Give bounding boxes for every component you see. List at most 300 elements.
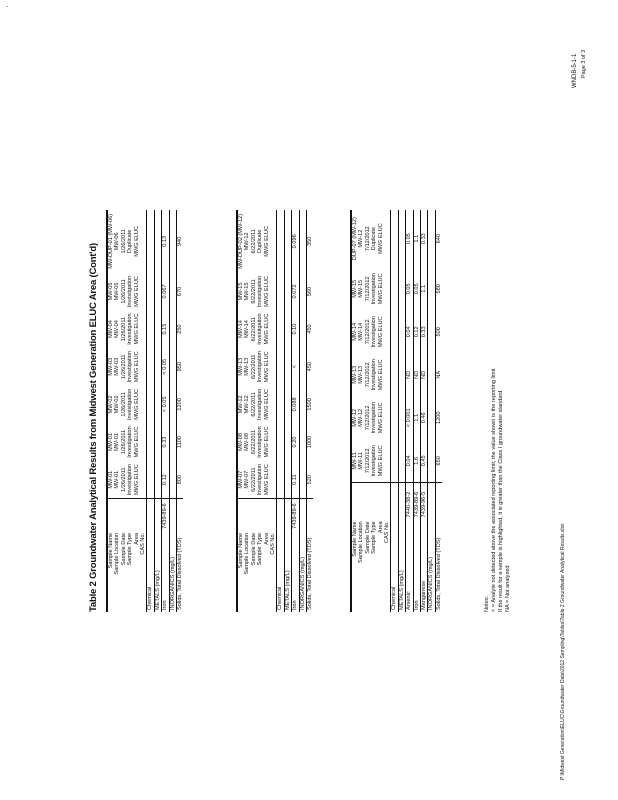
header-cell: MWG ELUC <box>133 426 140 458</box>
value-cell: 0.13 <box>162 210 169 273</box>
cas-spacer <box>237 499 244 531</box>
value-cell: < 0.05 <box>162 386 169 424</box>
header-cell: Investigation <box>127 426 134 458</box>
table-title: Table 2 Groundwater Analytical Results from Midwest Generation ELUC Area (Cont'd) <box>88 243 99 612</box>
value-cell <box>277 210 284 273</box>
cas-cell <box>428 483 435 519</box>
value-cell <box>154 273 161 311</box>
value-cell: 800 <box>177 461 184 499</box>
value-cell <box>147 210 154 273</box>
header-cell: 6/22/2011 <box>250 316 257 342</box>
value-cell: 1500 <box>307 386 314 424</box>
value-cell: 0.072 <box>292 273 299 311</box>
header-cell: MW-01 <box>114 433 121 451</box>
header-cell: 7/12/2012 <box>364 276 371 302</box>
table-row <box>398 210 405 612</box>
header-cell: 1/26/2011 <box>120 279 127 304</box>
value-cell: 0.05 <box>413 267 420 310</box>
value-cell <box>398 267 405 310</box>
value-cell: 1.1 <box>421 267 428 310</box>
table-row <box>391 210 398 612</box>
header-row <box>384 210 391 612</box>
header-label: Area <box>263 532 270 545</box>
header-label: Sample Type <box>127 532 134 566</box>
header-cell: MW-07 <box>237 461 244 499</box>
value-cell <box>277 310 284 348</box>
value-cell <box>428 439 435 483</box>
value-cell: 0.11 <box>292 461 299 499</box>
header-cell: MWG ELUC <box>133 276 140 307</box>
value-cell <box>154 210 161 273</box>
header-cell: MW-12 <box>358 408 365 427</box>
value-cell: 1200 <box>177 386 184 424</box>
footer-page: Page 3 of 3 <box>581 49 587 78</box>
header-cell: MWG ELUC <box>263 313 270 345</box>
header-label: CAS No. <box>270 531 277 612</box>
value-cell <box>284 386 291 424</box>
header-cell: MWG ELUC <box>263 225 270 257</box>
cas-spacer <box>107 499 114 531</box>
corner-mark: - <box>6 4 8 10</box>
header-cell: MW-15 <box>351 267 358 310</box>
header-cell: MW-14 <box>237 310 244 348</box>
cas-cell: 7440-38-2 <box>406 483 413 519</box>
value-cell: 0.33 <box>421 210 428 267</box>
header-cell <box>384 210 391 267</box>
header-cell <box>270 273 277 311</box>
note-line: < = Analyte not detected above the associated reporting limit; the value shown is the reporting limit <box>491 368 497 612</box>
header-cell: MW-12 <box>351 396 358 439</box>
header-cell: MWG ELUC <box>377 273 384 305</box>
header-cell <box>270 461 277 499</box>
value-cell <box>277 423 284 461</box>
results-table-1 <box>106 210 183 612</box>
header-cell: Investigation <box>371 273 378 305</box>
value-cell <box>428 210 435 267</box>
header-label: Sample Name <box>107 531 114 612</box>
cas-cell <box>169 499 176 531</box>
value-cell <box>391 396 398 439</box>
value-cell: 0.33 <box>421 310 428 353</box>
value-cell: ND <box>413 353 420 396</box>
header-row <box>140 210 147 612</box>
cas-cell <box>154 499 161 531</box>
header-cell <box>384 396 391 439</box>
header-cell <box>140 348 147 386</box>
header-cell: Investigation <box>127 275 134 308</box>
row-label: Arsenic <box>406 519 413 612</box>
header-cell: MW-07 <box>244 470 251 489</box>
value-cell: 670 <box>177 273 184 311</box>
header-cell: MW-01 <box>107 423 114 461</box>
table-row <box>406 210 413 612</box>
header-cell: Investigation <box>127 351 134 383</box>
header-cell <box>384 310 391 353</box>
header-cell: 1/26/2011 <box>120 229 127 254</box>
table-row <box>307 210 314 612</box>
value-cell <box>398 396 405 439</box>
header-cell: 6/22/2011 <box>250 354 257 379</box>
header-cell: MW-01 <box>107 461 114 499</box>
value-cell: < <box>292 348 299 386</box>
header-cell: MW-DUP-01 (MW-06) <box>107 210 114 273</box>
notes-heading: Notes: <box>484 595 490 612</box>
value-cell <box>154 348 161 386</box>
value-cell <box>169 273 176 311</box>
value-cell <box>277 386 284 424</box>
value-cell: ND <box>421 353 428 396</box>
header-cell: MW-06 <box>114 232 121 251</box>
header-cell: Duplicate <box>257 229 264 253</box>
header-cell: 6/22/2011 <box>250 279 257 304</box>
footer-path: P:\Midwest Generation\ELUC\Groundwater Data\2012 Sampling\Tables\Table 2 Groundwater Analytical Results.xlsx <box>560 523 566 780</box>
header-cell: 7/12/2012 <box>364 319 371 345</box>
table-row <box>162 210 169 612</box>
header-cell: MW-12 <box>244 232 251 251</box>
value-cell <box>284 310 291 348</box>
row-label: INORGANICS (mg/L) <box>428 519 435 612</box>
value-cell <box>277 273 284 311</box>
header-cell: Investigation <box>371 316 378 348</box>
header-cell: MWG ELUC <box>263 388 270 420</box>
header-cell: MW-14 <box>358 322 365 341</box>
header-cell: MW-DUP-02 (MW-12) <box>237 210 244 273</box>
header-cell: Investigation <box>257 463 264 496</box>
header-cell <box>140 310 147 348</box>
value-cell <box>147 273 154 311</box>
value-cell: 0.10 <box>292 310 299 348</box>
header-cell: MWG ELUC <box>377 316 384 348</box>
table-row <box>277 210 284 612</box>
header-cell <box>140 273 147 311</box>
value-cell <box>284 273 291 311</box>
header-label: Sample Location <box>244 532 251 575</box>
header-row <box>351 210 358 612</box>
value-cell: 1100 <box>177 423 184 461</box>
header-cell: 7/12/2012 <box>364 226 371 252</box>
header-cell: 1/26/2011 <box>120 316 127 342</box>
header-label: Sample Date <box>120 532 127 566</box>
value-cell: 560 <box>307 273 314 311</box>
table-row <box>154 210 161 612</box>
row-label: Solids, Total Dissolved (TDS) <box>435 519 442 612</box>
header-cell: MW-03 <box>114 357 121 376</box>
header-cell: 7/12/2012 <box>364 448 371 474</box>
value-cell: < 0.05 <box>162 348 169 386</box>
value-cell <box>147 461 154 499</box>
value-cell <box>299 423 306 461</box>
header-cell: MW-15 <box>358 279 365 298</box>
header-cell <box>270 423 277 461</box>
value-cell: 0.067 <box>162 273 169 311</box>
cas-cell: 7439-89-6 <box>292 499 299 531</box>
value-cell <box>398 210 405 267</box>
row-label: Chemical <box>147 531 154 612</box>
value-cell <box>154 386 161 424</box>
value-cell <box>391 210 398 267</box>
value-cell: < 0.001 <box>406 396 413 439</box>
header-label: Sample Type <box>371 521 378 554</box>
value-cell: 940 <box>177 210 184 273</box>
header-cell: Investigation <box>127 313 134 345</box>
cas-cell <box>284 499 291 531</box>
value-cell: 1.1 <box>413 396 420 439</box>
header-cell: MW-11 <box>358 452 365 470</box>
header-cell: MW-08 <box>244 433 251 451</box>
header-label: CAS No. <box>140 531 147 612</box>
value-cell: 640 <box>435 210 442 267</box>
header-cell: MW-04 <box>114 320 121 339</box>
header-cell: DUP-07 (MW-12) <box>351 210 358 267</box>
value-cell <box>147 310 154 348</box>
header-cell: Investigation <box>257 275 264 308</box>
value-cell <box>391 310 398 353</box>
cas-cell: 7439-89-6 <box>413 483 420 519</box>
row-label: Chemical <box>277 531 284 612</box>
header-cell: MWG ELUC <box>377 402 384 434</box>
value-cell: 250 <box>177 310 184 348</box>
note-line: If the result for a sample is highlighted, it is greater than the Class I groundwater standard <box>498 390 504 612</box>
header-cell: 6/22/2011 <box>250 229 257 254</box>
value-cell: 0.15 <box>162 310 169 348</box>
value-cell <box>169 386 176 424</box>
value-cell <box>428 396 435 439</box>
header-cell: Investigation <box>371 402 378 434</box>
header-cell: MW-13 <box>351 353 358 396</box>
value-cell <box>284 423 291 461</box>
value-cell: 0.20 <box>292 423 299 461</box>
header-cell: MWG ELUC <box>263 426 270 458</box>
value-cell: 1.6 <box>413 439 420 483</box>
header-cell <box>270 310 277 348</box>
value-cell <box>169 348 176 386</box>
header-label: Sample Location <box>358 521 365 563</box>
header-cell <box>384 439 391 483</box>
value-cell <box>147 386 154 424</box>
header-cell <box>140 461 147 499</box>
cas-spacer <box>270 499 277 531</box>
value-cell <box>147 423 154 461</box>
header-cell: MW-02 <box>107 386 114 424</box>
value-cell <box>398 310 405 353</box>
value-cell: 0.45 <box>421 439 428 483</box>
header-cell: MW-14 <box>351 310 358 353</box>
row-label: Chemical <box>391 519 398 612</box>
value-cell <box>277 461 284 499</box>
header-cell: MWG ELUC <box>133 313 140 345</box>
row-label: Iron <box>292 531 299 612</box>
header-cell: 7/12/2012 <box>364 405 371 431</box>
header-cell: MW-13 <box>358 365 365 384</box>
header-cell: MW-05 <box>107 273 114 311</box>
value-cell <box>154 423 161 461</box>
header-label: Sample Date <box>250 532 257 566</box>
value-cell <box>169 423 176 461</box>
header-cell: MW-02 <box>114 395 121 414</box>
value-cell <box>154 461 161 499</box>
cas-cell <box>398 483 405 519</box>
header-label: CAS No. <box>384 519 391 612</box>
value-cell: 0.096 <box>292 210 299 273</box>
value-cell: 350 <box>307 210 314 273</box>
value-cell <box>398 353 405 396</box>
cas-cell <box>391 483 398 519</box>
value-cell: NA <box>435 353 442 396</box>
value-cell: 500 <box>435 310 442 353</box>
value-cell: 0.05 <box>406 267 413 310</box>
header-cell: MW-13 <box>237 348 244 386</box>
value-cell <box>284 461 291 499</box>
header-cell <box>140 386 147 424</box>
value-cell: 650 <box>435 439 442 483</box>
results-table-2 <box>236 210 313 612</box>
table-row <box>284 210 291 612</box>
header-cell: 7/12/2012 <box>364 362 371 388</box>
header-cell: MWG ELUC <box>263 464 270 496</box>
note-line: NA = Not analyzed <box>505 565 511 612</box>
header-cell <box>384 267 391 310</box>
header-cell: Investigation <box>257 351 264 383</box>
header-row <box>270 210 277 612</box>
value-cell: 450 <box>307 348 314 386</box>
header-row <box>107 210 114 612</box>
header-cell <box>140 423 147 461</box>
value-cell: 1200 <box>435 396 442 439</box>
header-cell: MW-15 <box>237 273 244 311</box>
header-cell: MW-11 <box>351 439 358 483</box>
cas-cell: 7439-89-6 <box>162 499 169 531</box>
header-cell: Investigation <box>127 463 134 496</box>
cas-spacer <box>140 499 147 531</box>
value-cell <box>391 267 398 310</box>
row-label: INORGANICS (mg/L) <box>169 531 176 612</box>
table-row <box>147 210 154 612</box>
header-cell: MWG ELUC <box>133 388 140 420</box>
value-cell <box>391 353 398 396</box>
row-label: METALS (mg/L) <box>398 519 405 612</box>
value-cell <box>169 461 176 499</box>
value-cell <box>147 348 154 386</box>
header-cell: MW-12 <box>358 229 365 248</box>
header-cell: MW-08 <box>237 423 244 461</box>
row-label: METALS (mg/L) <box>284 531 291 612</box>
header-label: Sample Date <box>364 521 371 554</box>
table-row <box>299 210 306 612</box>
header-cell: MW-12 <box>244 395 251 414</box>
footer-code: WNDB-5-1-1 <box>572 53 578 88</box>
header-cell: 6/22/2011 <box>250 467 257 492</box>
table-notes <box>484 369 512 612</box>
header-cell: MWG ELUC <box>377 445 384 477</box>
row-label: Solids, Total Dissolved (TDS) <box>307 531 314 612</box>
header-cell: Investigation <box>257 313 264 345</box>
value-cell: 950 <box>177 348 184 386</box>
row-label: Solids, Total Dissolved (TDS) <box>177 531 184 612</box>
cas-cell <box>147 499 154 531</box>
value-cell <box>169 210 176 273</box>
header-label: Area <box>377 521 384 534</box>
header-cell: MWG ELUC <box>263 351 270 383</box>
value-cell: 0.12 <box>162 461 169 499</box>
row-label: Iron <box>413 519 420 612</box>
value-cell: 0.04 <box>406 439 413 483</box>
value-cell: 0.05 <box>406 210 413 267</box>
cas-cell: 7439-96-5 <box>421 483 428 519</box>
value-cell: ND <box>406 353 413 396</box>
header-label: Sample Name <box>351 519 358 612</box>
value-cell <box>154 310 161 348</box>
table-row <box>413 210 420 612</box>
value-cell <box>398 439 405 483</box>
header-cell: Investigation <box>257 388 264 421</box>
header-cell: MWG ELUC <box>133 351 140 383</box>
value-cell: 1000 <box>307 423 314 461</box>
header-cell: MW-15 <box>244 282 251 301</box>
value-cell <box>428 353 435 396</box>
cas-cell <box>299 499 306 531</box>
results-table-3 <box>350 210 442 612</box>
value-cell <box>299 210 306 273</box>
value-cell <box>299 386 306 424</box>
header-cell: MW-05 <box>114 282 121 301</box>
header-label: Sample Type <box>257 532 264 566</box>
header-cell: MWG ELUC <box>133 225 140 257</box>
value-cell <box>284 348 291 386</box>
value-cell <box>299 310 306 348</box>
header-cell: MWG ELUC <box>133 464 140 496</box>
header-cell: 6/22/2011 <box>250 429 257 455</box>
table-row <box>428 210 435 612</box>
header-cell: Investigation <box>257 426 264 458</box>
cas-spacer <box>351 483 358 519</box>
value-cell <box>277 348 284 386</box>
header-cell <box>384 353 391 396</box>
value-cell: 0.088 <box>292 386 299 424</box>
header-cell: MW-01 <box>114 470 121 489</box>
value-cell <box>284 210 291 273</box>
header-cell: 6/22/2011 <box>250 392 257 417</box>
header-cell: 1/26/2011 <box>120 467 127 492</box>
header-cell: Duplicate <box>127 229 134 253</box>
header-cell: Duplicate <box>371 226 378 251</box>
value-cell: 580 <box>435 267 442 310</box>
table-row <box>292 210 299 612</box>
header-label: Sample Location <box>114 532 121 575</box>
cas-cell <box>177 499 184 531</box>
header-cell: MW-03 <box>107 348 114 386</box>
value-cell <box>169 310 176 348</box>
header-cell: MWG ELUC <box>377 359 384 391</box>
header-cell: 1/26/2011 <box>120 354 127 379</box>
header-cell: Investigation <box>127 388 134 421</box>
header-cell: MW-14 <box>244 320 251 339</box>
table-row <box>169 210 176 612</box>
cas-cell <box>307 499 314 531</box>
header-cell <box>270 386 277 424</box>
value-cell <box>299 273 306 311</box>
value-cell: 450 <box>307 310 314 348</box>
value-cell: 0.04 <box>406 310 413 353</box>
header-cell <box>270 348 277 386</box>
header-label: Area <box>133 532 140 545</box>
row-label: INORGANICS (mg/L) <box>299 531 306 612</box>
value-cell: 520 <box>307 461 314 499</box>
header-row <box>237 210 244 612</box>
header-cell <box>270 210 277 273</box>
table-row <box>421 210 428 612</box>
value-cell <box>391 439 398 483</box>
value-cell <box>299 348 306 386</box>
